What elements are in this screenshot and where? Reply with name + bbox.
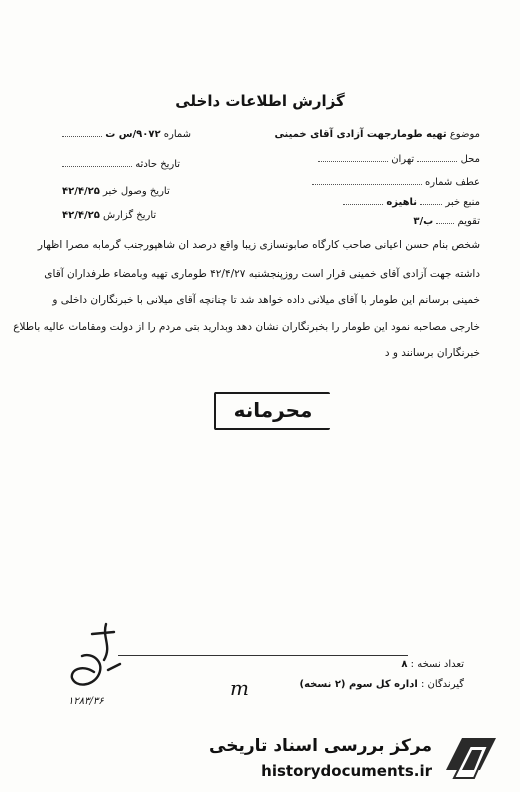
subject-value: تهیه طومارجهت آزادی آقای خمینی xyxy=(274,129,447,140)
body-line-4: خارجی مصاحبه نمود این طومار را بخبرنگاران نشان دهد وبدارید بتی مردم را از دولت ومقامات عالیه باطلاع xyxy=(13,321,480,333)
document-title: گزارش اطلاعات داخلی xyxy=(175,92,345,110)
number-value: ۹۰۷۲/س ت xyxy=(105,129,161,140)
handwritten-initials xyxy=(62,616,132,696)
source-field xyxy=(343,197,480,208)
footer-rule xyxy=(118,655,408,656)
evaluation-field xyxy=(413,216,480,227)
number-label: شماره xyxy=(163,129,192,140)
body-line-1: شخص بنام حسن اعیانی صاحب کارگاه صابونسازی زیبا واقع درصد ان شاهپورجنب گرمابه مصرا اظهار xyxy=(37,239,480,251)
source-label: منبع خبر xyxy=(445,197,480,208)
watermark-org-name: مرکز بررسی اسناد تاریخی xyxy=(209,736,432,756)
watermark-url: historydocuments.ir xyxy=(261,762,432,780)
evaluation-value: ب/۳ xyxy=(413,216,434,227)
reference-field xyxy=(312,177,480,188)
recipients-field: گیرندگان : اداره کل سوم (۲ نسخه) xyxy=(299,679,464,690)
body-line-3: خمینی برسانم این طومار با آقای میلانی داده خواهد شد تا چنانچه آقای میلانی با خبرنگاران داخلی و xyxy=(52,294,480,306)
handwritten-code: ۱۲۸۳/۳۶ xyxy=(68,696,104,707)
place-field xyxy=(318,154,480,165)
number-field xyxy=(62,129,191,140)
receive-date-value: ۴۲/۴/۲۵ xyxy=(62,186,100,197)
body-line-5: خبرنگاران برسانند و د xyxy=(384,347,480,359)
evaluation-label: تقویم xyxy=(457,216,480,227)
source-value: ناهیزه xyxy=(386,197,418,208)
event-date-field xyxy=(62,159,180,170)
receive-date-label: تاریخ وصول خبر xyxy=(103,186,170,197)
copies-label: تعداد نسخه xyxy=(417,659,464,670)
report-date-field xyxy=(62,210,156,221)
copies-field: تعداد نسخه : ۸ xyxy=(401,659,464,670)
body-line-2: داشته جهت آزادی آقای خمینی قرار است روزپنجشنبه ۴۲/۴/۲۷ طوماری تهیه وبامضاء طرفداران آقای xyxy=(44,268,480,280)
report-date-label: تاریخ گزارش xyxy=(103,210,157,221)
report-date-value: ۴۲/۴/۲۵ xyxy=(62,210,100,221)
recipients-value: اداره کل سوم (۲ نسخه) xyxy=(299,679,418,690)
confidential-stamp: محرمانه xyxy=(214,392,330,430)
place-value: تهران xyxy=(391,154,415,165)
document-archive-icon xyxy=(440,730,502,786)
place-label: محل xyxy=(460,154,480,165)
subject-field xyxy=(274,129,480,140)
recipients-label: گیرندگان xyxy=(427,679,464,690)
copies-value: ۸ xyxy=(401,659,408,670)
event-date-label: تاریخ حادثه xyxy=(135,159,181,170)
reference-label: عطف شماره xyxy=(425,177,480,188)
subject-label: موضوع xyxy=(449,129,480,140)
handwritten-signature: m xyxy=(230,676,249,700)
receive-date-field xyxy=(62,186,170,197)
